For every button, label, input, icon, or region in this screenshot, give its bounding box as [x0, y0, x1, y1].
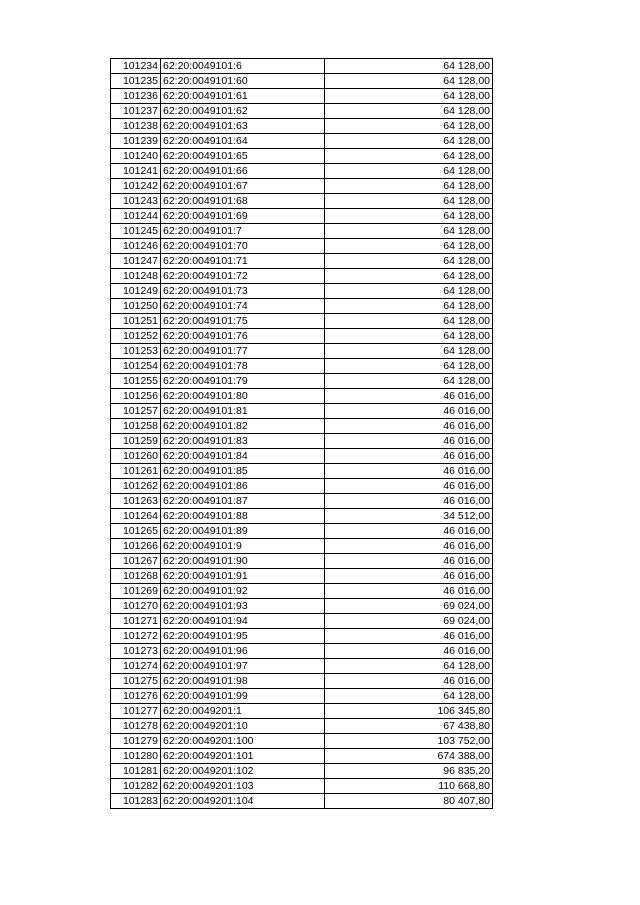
value-cell: 46 016,00: [325, 539, 493, 554]
row-number-cell: 101271: [111, 614, 161, 629]
table-row: [111, 314, 493, 329]
value-cell: 64 128,00: [325, 104, 493, 119]
table-row: [111, 434, 493, 449]
value-cell: 46 016,00: [325, 569, 493, 584]
cadastral-number-cell: 62:20:0049101:6: [161, 59, 325, 74]
row-number-cell: 101234: [111, 59, 161, 74]
value-cell: 46 016,00: [325, 404, 493, 419]
cadastral-number-cell: 62:20:0049101:78: [161, 359, 325, 374]
cadastral-number-cell: 62:20:0049101:60: [161, 74, 325, 89]
table-body: [111, 59, 493, 809]
value-cell: 46 016,00: [325, 674, 493, 689]
cadastral-number-cell: 62:20:0049101:61: [161, 89, 325, 104]
row-number-cell: 101270: [111, 599, 161, 614]
row-number-cell: 101276: [111, 689, 161, 704]
table-row: [111, 119, 493, 134]
row-number-cell: 101266: [111, 539, 161, 554]
cadastral-number-cell: 62:20:0049201:102: [161, 764, 325, 779]
cadastral-number-cell: 62:20:0049101:81: [161, 404, 325, 419]
table-row: [111, 509, 493, 524]
value-cell: 80 407,80: [325, 794, 493, 809]
row-number-cell: 101241: [111, 164, 161, 179]
value-cell: 46 016,00: [325, 464, 493, 479]
table-row: [111, 104, 493, 119]
cadastral-number-cell: 62:20:0049201:104: [161, 794, 325, 809]
value-cell: 64 128,00: [325, 269, 493, 284]
row-number-cell: 101253: [111, 344, 161, 359]
value-cell: 64 128,00: [325, 254, 493, 269]
cadastral-value-table: [110, 58, 493, 809]
cadastral-number-cell: 62:20:0049101:74: [161, 299, 325, 314]
table-row: [111, 374, 493, 389]
table-row: [111, 164, 493, 179]
cadastral-number-cell: 62:20:0049101:68: [161, 194, 325, 209]
row-number-cell: 101280: [111, 749, 161, 764]
table-row: [111, 599, 493, 614]
cadastral-number-cell: 62:20:0049101:96: [161, 644, 325, 659]
row-number-cell: 101246: [111, 239, 161, 254]
row-number-cell: 101267: [111, 554, 161, 569]
cadastral-number-cell: 62:20:0049101:90: [161, 554, 325, 569]
value-cell: 103 752,00: [325, 734, 493, 749]
cadastral-number-cell: 62:20:0049201:10: [161, 719, 325, 734]
value-cell: 64 128,00: [325, 89, 493, 104]
value-cell: 64 128,00: [325, 359, 493, 374]
cadastral-number-cell: 62:20:0049101:85: [161, 464, 325, 479]
value-cell: 64 128,00: [325, 659, 493, 674]
table-row: [111, 179, 493, 194]
value-cell: 46 016,00: [325, 479, 493, 494]
value-cell: 46 016,00: [325, 389, 493, 404]
cadastral-number-cell: 62:20:0049101:79: [161, 374, 325, 389]
row-number-cell: 101273: [111, 644, 161, 659]
cadastral-number-cell: 62:20:0049101:71: [161, 254, 325, 269]
row-number-cell: 101263: [111, 494, 161, 509]
value-cell: 46 016,00: [325, 494, 493, 509]
row-number-cell: 101237: [111, 104, 161, 119]
table-row: [111, 494, 493, 509]
row-number-cell: 101256: [111, 389, 161, 404]
value-cell: 46 016,00: [325, 419, 493, 434]
cadastral-number-cell: 62:20:0049101:88: [161, 509, 325, 524]
table-row: [111, 584, 493, 599]
value-cell: 64 128,00: [325, 74, 493, 89]
table-row: [111, 284, 493, 299]
table-row: [111, 764, 493, 779]
table-row: [111, 419, 493, 434]
value-cell: 64 128,00: [325, 299, 493, 314]
cadastral-number-cell: 62:20:0049101:73: [161, 284, 325, 299]
row-number-cell: 101236: [111, 89, 161, 104]
cadastral-number-cell: 62:20:0049101:98: [161, 674, 325, 689]
cadastral-number-cell: 62:20:0049101:92: [161, 584, 325, 599]
row-number-cell: 101264: [111, 509, 161, 524]
cadastral-number-cell: 62:20:0049101:80: [161, 389, 325, 404]
row-number-cell: 101245: [111, 224, 161, 239]
row-number-cell: 101238: [111, 119, 161, 134]
cadastral-number-cell: 62:20:0049101:75: [161, 314, 325, 329]
value-cell: 69 024,00: [325, 599, 493, 614]
table-row: [111, 614, 493, 629]
table-row: [111, 719, 493, 734]
value-cell: 64 128,00: [325, 239, 493, 254]
value-cell: 96 835,20: [325, 764, 493, 779]
table-row: [111, 299, 493, 314]
cadastral-number-cell: 62:20:0049101:93: [161, 599, 325, 614]
table-row: [111, 644, 493, 659]
value-cell: 64 128,00: [325, 344, 493, 359]
table-row: [111, 239, 493, 254]
table-row: [111, 779, 493, 794]
row-number-cell: 101268: [111, 569, 161, 584]
value-cell: 46 016,00: [325, 524, 493, 539]
value-cell: 64 128,00: [325, 314, 493, 329]
row-number-cell: 101278: [111, 719, 161, 734]
value-cell: 46 016,00: [325, 449, 493, 464]
table-row: [111, 89, 493, 104]
value-cell: 69 024,00: [325, 614, 493, 629]
row-number-cell: 101248: [111, 269, 161, 284]
value-cell: 64 128,00: [325, 149, 493, 164]
cadastral-number-cell: 62:20:0049101:83: [161, 434, 325, 449]
table-row: [111, 74, 493, 89]
value-cell: 674 388,00: [325, 749, 493, 764]
cadastral-number-cell: 62:20:0049101:62: [161, 104, 325, 119]
cadastral-number-cell: 62:20:0049101:89: [161, 524, 325, 539]
table-row: [111, 629, 493, 644]
table-row: [111, 224, 493, 239]
row-number-cell: 101244: [111, 209, 161, 224]
cadastral-number-cell: 62:20:0049201:103: [161, 779, 325, 794]
row-number-cell: 101243: [111, 194, 161, 209]
value-cell: 46 016,00: [325, 644, 493, 659]
cadastral-number-cell: 62:20:0049201:1: [161, 704, 325, 719]
table-row: [111, 794, 493, 809]
table-row: [111, 359, 493, 374]
table-row: [111, 569, 493, 584]
cadastral-number-cell: 62:20:0049101:82: [161, 419, 325, 434]
value-cell: 46 016,00: [325, 584, 493, 599]
row-number-cell: 101235: [111, 74, 161, 89]
table-row: [111, 254, 493, 269]
row-number-cell: 101269: [111, 584, 161, 599]
value-cell: 46 016,00: [325, 434, 493, 449]
value-cell: 64 128,00: [325, 689, 493, 704]
cadastral-number-cell: 62:20:0049101:70: [161, 239, 325, 254]
row-number-cell: 101272: [111, 629, 161, 644]
cadastral-number-cell: 62:20:0049101:65: [161, 149, 325, 164]
value-cell: 110 668,80: [325, 779, 493, 794]
row-number-cell: 101251: [111, 314, 161, 329]
cadastral-number-cell: 62:20:0049101:94: [161, 614, 325, 629]
table-row: [111, 149, 493, 164]
table-row: [111, 734, 493, 749]
row-number-cell: 101239: [111, 134, 161, 149]
table-row: [111, 674, 493, 689]
value-cell: 64 128,00: [325, 329, 493, 344]
row-number-cell: 101249: [111, 284, 161, 299]
table-row: [111, 389, 493, 404]
cadastral-number-cell: 62:20:0049101:76: [161, 329, 325, 344]
table-row: [111, 269, 493, 284]
table-row: [111, 344, 493, 359]
cadastral-number-cell: 62:20:0049101:91: [161, 569, 325, 584]
table-row: [111, 554, 493, 569]
row-number-cell: 101255: [111, 374, 161, 389]
cadastral-number-cell: 62:20:0049101:72: [161, 269, 325, 284]
cadastral-number-cell: 62:20:0049101:84: [161, 449, 325, 464]
row-number-cell: 101247: [111, 254, 161, 269]
table-row: [111, 464, 493, 479]
row-number-cell: 101274: [111, 659, 161, 674]
row-number-cell: 101275: [111, 674, 161, 689]
table-row: [111, 524, 493, 539]
row-number-cell: 101242: [111, 179, 161, 194]
value-cell: 46 016,00: [325, 629, 493, 644]
cadastral-number-cell: 62:20:0049101:87: [161, 494, 325, 509]
row-number-cell: 101261: [111, 464, 161, 479]
cadastral-number-cell: 62:20:0049101:99: [161, 689, 325, 704]
row-number-cell: 101277: [111, 704, 161, 719]
value-cell: 64 128,00: [325, 164, 493, 179]
cadastral-number-cell: 62:20:0049101:7: [161, 224, 325, 239]
value-cell: 34 512,00: [325, 509, 493, 524]
table-row: [111, 659, 493, 674]
table-row: [111, 479, 493, 494]
value-cell: 64 128,00: [325, 284, 493, 299]
table-row: [111, 329, 493, 344]
cadastral-number-cell: 62:20:0049101:9: [161, 539, 325, 554]
row-number-cell: 101252: [111, 329, 161, 344]
cadastral-number-cell: 62:20:0049101:77: [161, 344, 325, 359]
cadastral-number-cell: 62:20:0049201:100: [161, 734, 325, 749]
row-number-cell: 101282: [111, 779, 161, 794]
row-number-cell: 101258: [111, 419, 161, 434]
row-number-cell: 101279: [111, 734, 161, 749]
row-number-cell: 101281: [111, 764, 161, 779]
value-cell: 64 128,00: [325, 134, 493, 149]
value-cell: 46 016,00: [325, 554, 493, 569]
cadastral-number-cell: 62:20:0049101:67: [161, 179, 325, 194]
row-number-cell: 101240: [111, 149, 161, 164]
table-row: [111, 689, 493, 704]
cadastral-number-cell: 62:20:0049101:86: [161, 479, 325, 494]
table-row: [111, 539, 493, 554]
row-number-cell: 101262: [111, 479, 161, 494]
value-cell: 64 128,00: [325, 209, 493, 224]
table-row: [111, 449, 493, 464]
cadastral-number-cell: 62:20:0049201:101: [161, 749, 325, 764]
value-cell: 64 128,00: [325, 119, 493, 134]
cadastral-number-cell: 62:20:0049101:69: [161, 209, 325, 224]
value-cell: 64 128,00: [325, 179, 493, 194]
cadastral-number-cell: 62:20:0049101:64: [161, 134, 325, 149]
cadastral-number-cell: 62:20:0049101:95: [161, 629, 325, 644]
table-row: [111, 59, 493, 74]
cadastral-number-cell: 62:20:0049101:63: [161, 119, 325, 134]
row-number-cell: 101250: [111, 299, 161, 314]
value-cell: 67 438,80: [325, 719, 493, 734]
table-row: [111, 134, 493, 149]
table-row: [111, 194, 493, 209]
row-number-cell: 101265: [111, 524, 161, 539]
table-row: [111, 209, 493, 224]
row-number-cell: 101259: [111, 434, 161, 449]
value-cell: 64 128,00: [325, 224, 493, 239]
cadastral-number-cell: 62:20:0049101:97: [161, 659, 325, 674]
row-number-cell: 101257: [111, 404, 161, 419]
row-number-cell: 101254: [111, 359, 161, 374]
value-cell: 106 345,80: [325, 704, 493, 719]
value-cell: 64 128,00: [325, 194, 493, 209]
cadastral-number-cell: 62:20:0049101:66: [161, 164, 325, 179]
table-row: [111, 404, 493, 419]
value-cell: 64 128,00: [325, 59, 493, 74]
row-number-cell: 101260: [111, 449, 161, 464]
table-row: [111, 749, 493, 764]
row-number-cell: 101283: [111, 794, 161, 809]
table-row: [111, 704, 493, 719]
value-cell: 64 128,00: [325, 374, 493, 389]
